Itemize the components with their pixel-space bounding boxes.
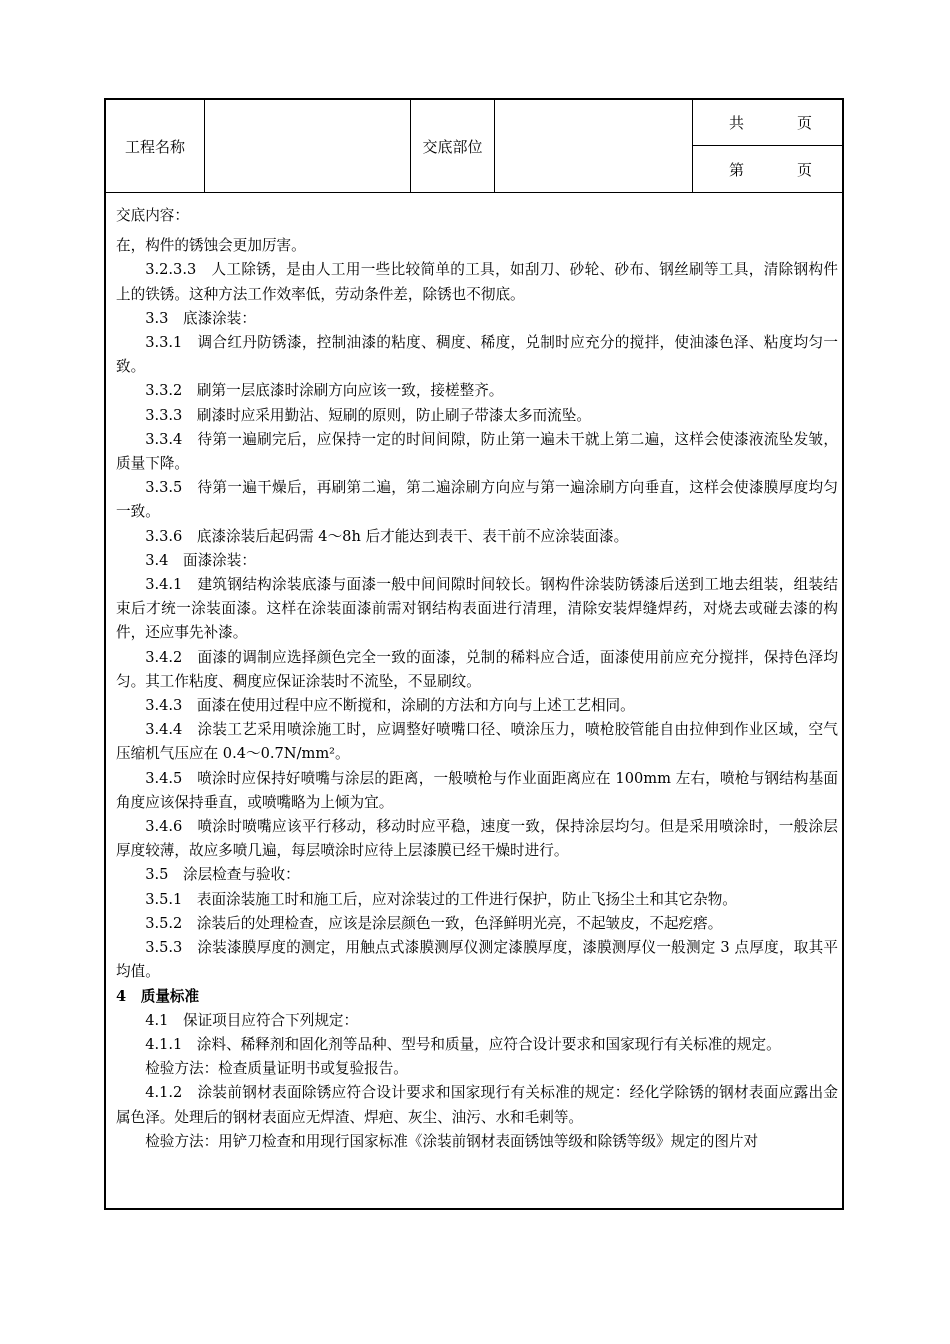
content-paragraph: 3.2.3.3 人工除锈，是由人工用一些比较简单的工具，如刮刀、砂轮、砂布、钢丝刷等工具，清除钢构件上的铁锈。这种方法工作效率低，劳动条件差，除锈也不彻底。 [116,261,838,303]
content-paragraph: 3.3.4 待第一遍刷完后，应保持一定的时间间隙，防止第一遍未干就上第二遍，这样会使漆液流坠发皱，质量下降。 [116,430,838,473]
content-paragraph: 3.4 面漆涂装： [145,551,256,569]
content-paragraph: 3.4.6 喷涂时喷嘴应该平行移动，移动时应平稳，速度一致，保持涂层均匀。但是采用喷涂时，一般涂层厚度较薄，故应多喷几遍，每层喷涂时应待上层漆膜已经干燥时进行。 [116,818,838,860]
project-name-label: 工程名称 [106,100,205,192]
page-number-row [693,146,844,192]
content-paragraph: 3.4.2 面漆的调制应选择颜色完全一致的面漆，兑制的稀料应合适，面漆使用前应充分搅拌，保持色泽均匀。其工作粘度、稠度应保证涂装时不流坠，不显刷纹。 [116,648,838,690]
content-paragraph: 检验方法：用铲刀检查和用现行国家标准《涂装前钢材表面锈蚀等级和除锈等级》规定的图片对 [145,1132,759,1150]
content-paragraph: 检验方法：检查质量证明书或复验报告。 [145,1060,408,1078]
content-paragraph: 3.3.5 待第一遍干燥后，再刷第二遍，第二遍涂刷方向应与第一遍涂刷方向垂直，这样会使漆膜厚度均匀一致。 [116,479,838,521]
page-number-suffix: 页 [797,160,813,179]
disclosure-position-value [495,100,693,192]
content-paragraph: 4.1.2 涂装前钢材表面除锈应符合设计要求和国家现行有关标准的规定：经化学除锈的钢材表面应露出金属色泽。处理后的钢材表面应无焊渣、焊疤、灰尘、油污、水和毛刺等。 [116,1084,838,1126]
content-paragraph: 3.4.5 喷涂时应保持好喷嘴与涂层的距离，一般喷枪与作业面距离应在 100mm 左右，喷枪与钢结构基面角度应该保持垂直，或喷嘴略为上倾为宜。 [116,769,838,811]
content-paragraph: 3.3.6 底漆涂装后起码需 4～8h 后才能达到表干、表干前不应涂装面漆。 [145,527,629,545]
disclosure-form [104,98,844,1210]
page-number-prefix: 第 [729,160,745,179]
content-paragraph: 4.1.1 涂料、稀释剂和固化剂等品种、型号和质量，应符合设计要求和国家现行有关标准的规定。 [145,1035,781,1053]
content-paragraph: 3.5.1 表面涂装施工时和施工后，应对涂装过的工件进行保护，防止飞扬尘土和其它杂物。 [145,890,737,908]
total-pages-row [693,100,844,146]
page-counter [693,100,844,192]
content-paragraph: 3.3 底漆涂装： [145,309,256,327]
content-paragraph: 3.5 涂层检查与验收： [145,866,300,884]
content-label: 交底内容： [116,207,189,224]
content-paragraph: 3.3.1 调合红丹防锈漆，控制油漆的粘度、稠度、稀度，兑制时应充分的搅拌，使油漆色泽、粘度均匀一致。 [116,334,838,376]
content-paragraph: 4.1 保证项目应符合下列规定： [145,1011,359,1029]
content-paragraph: 3.3.3 刷漆时应采用勤沾、短刷的原则，防止刷子带漆太多而流坠。 [145,406,591,424]
content-paragraph: 3.3.2 刷第一层底漆时涂刷方向应该一致，接槎整齐。 [145,382,504,400]
content-paragraph: 3.5.2 涂装后的处理检查，应该是涂层颜色一致，色泽鲜明光亮，不起皱皮，不起疙瘩。 [145,914,723,932]
disclosure-content [116,204,838,1154]
content-paragraph: 3.4.1 建筑钢结构涂装底漆与面漆一般中间间隙时间较长。钢构件涂装防锈漆后送到工地去组装，组装结束后才统一涂装面漆。这样在涂装面漆前需对钢结构表面进行清理，清除安装焊缝焊药，对烧去或碰去漆的构件，还应事先补漆。 [116,576,838,642]
content-paragraphs [116,234,838,1154]
total-pages-prefix: 共 [729,114,745,132]
total-pages-suffix: 页 [797,114,813,132]
content-paragraph: 3.4.3 面漆在使用过程中应不断搅和，涂刷的方法和方向与上述工艺相同。 [145,697,635,715]
content-paragraph: 3.5.3 涂装漆膜厚度的测定，用触点式漆膜测厚仪测定漆膜厚度，漆膜测厚仪一般测定 3 点厚度，取其平均值。 [116,939,838,981]
project-name-value [205,100,411,192]
section-heading: 4 质量标准 [116,987,200,1005]
form-header [106,100,842,193]
content-paragraph: 3.4.4 涂装工艺采用喷涂施工时，应调整好喷嘴口径、喷涂压力，喷枪胶管能自由拉伸到作业区域，空气压缩机气压应在 0.4～0.7N/mm²。 [116,721,838,763]
content-paragraph: 在，构件的锈蚀会更加厉害。 [116,237,306,255]
disclosure-position-label: 交底部位 [411,100,495,192]
